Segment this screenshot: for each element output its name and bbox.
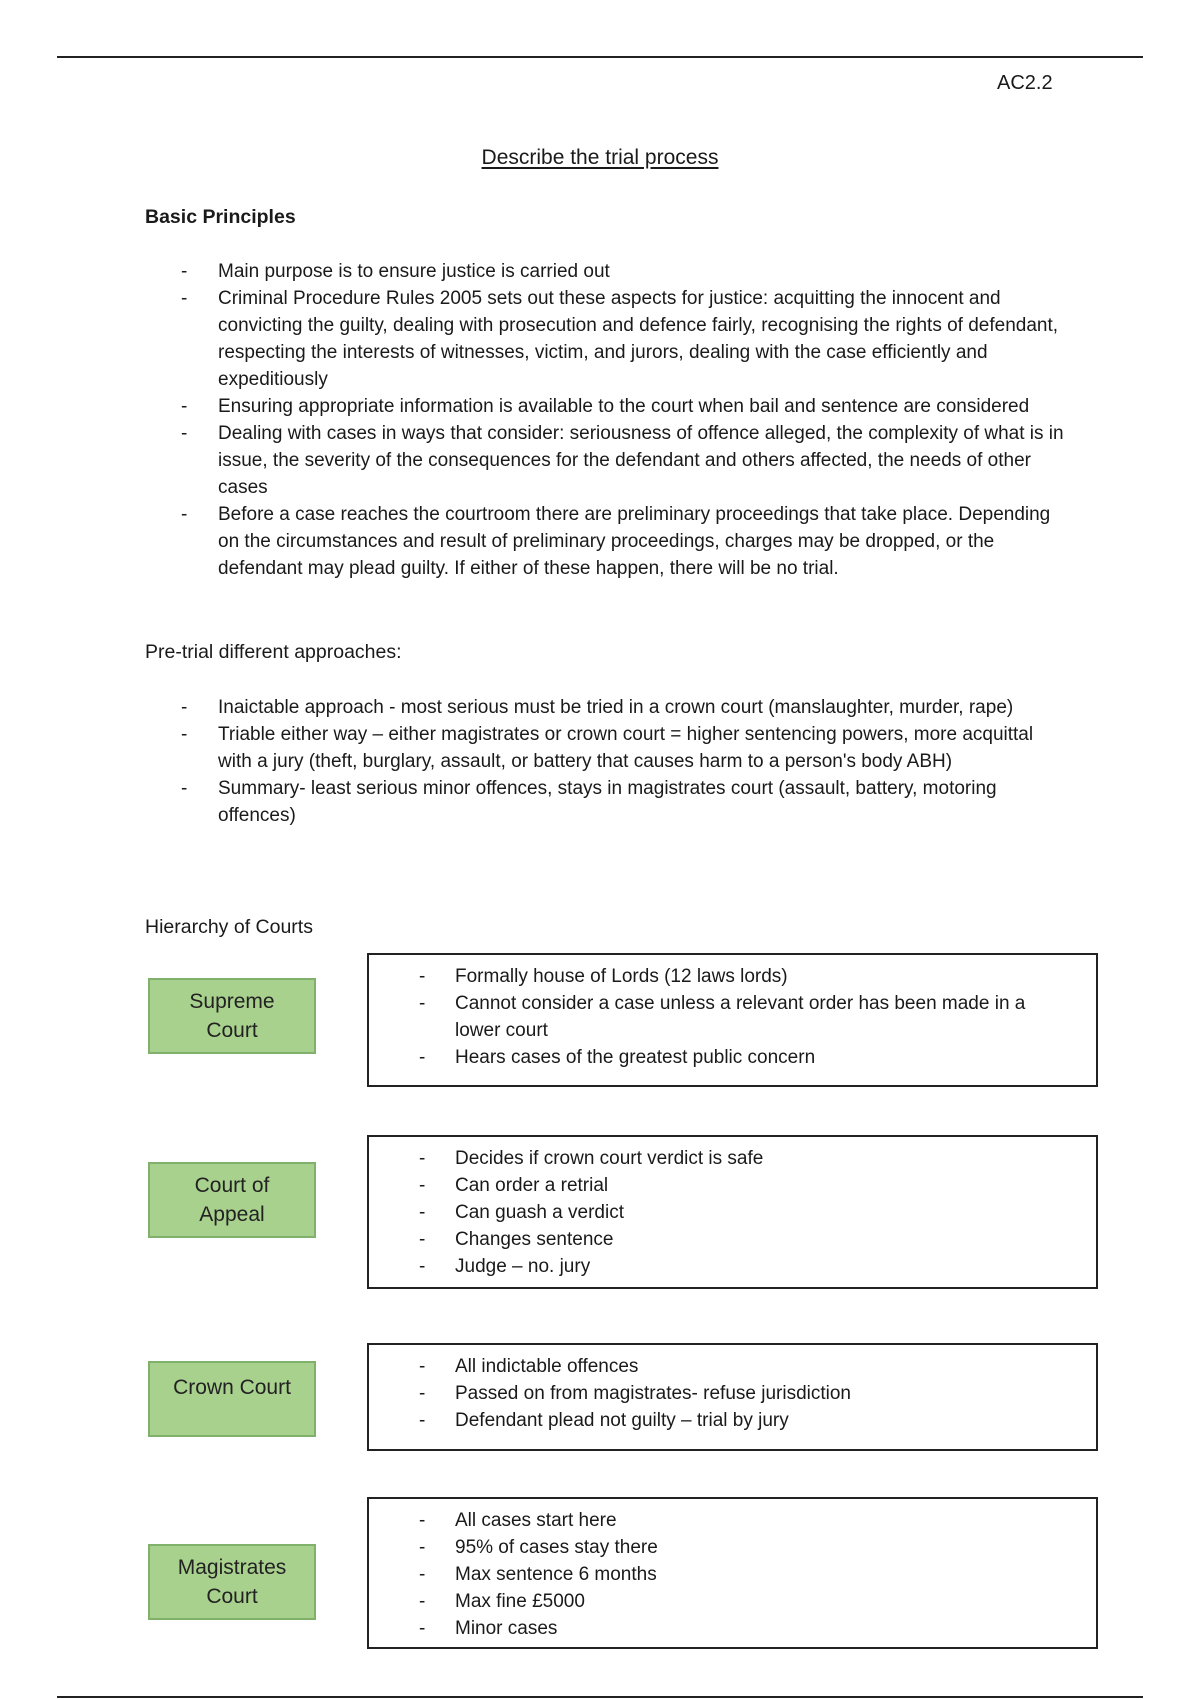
list-item: - 95% of cases stay there <box>369 1534 1096 1561</box>
list-item: - Judge – no. jury <box>369 1253 1096 1280</box>
list-item: - Triable either way – either magistrates or crown court = higher sentencing powers, more acquittal with a jury (theft, burglary, assault, or battery that causes harm to a person's body ABH) <box>145 721 1065 775</box>
hierarchy-heading: Hierarchy of Courts <box>145 916 313 938</box>
court-box-crown <box>148 1361 316 1437</box>
pretrial-heading: Pre-trial different approaches: <box>145 641 402 663</box>
court-details-supreme <box>367 953 1098 1087</box>
list-item: - Criminal Procedure Rules 2005 sets out these aspects for justice: acquitting the innocent and convicting the guilty, dealing with prosecution and defence fairly, recognising the rights of defendant, respecting the interests of witnesses, victim, and jurors, dealing with the case efficiently and expeditiously <box>145 285 1065 393</box>
list-item: - Max sentence 6 months <box>369 1561 1096 1588</box>
court-name: Magistrates Court <box>177 1556 287 1608</box>
court-box-appeal <box>148 1162 316 1238</box>
page-title <box>0 146 1200 170</box>
list-item: - Defendant plead not guilty – trial by jury <box>369 1407 1096 1434</box>
list-item: - All indictable offences <box>369 1353 1096 1380</box>
list-item: - All cases start here <box>369 1507 1096 1534</box>
court-name: Court of Appeal <box>194 1174 270 1226</box>
top-rule <box>57 56 1143 58</box>
court-details-magistrates <box>367 1497 1098 1649</box>
list-item: - Cannot consider a case unless a relevant order has been made in a lower court <box>369 990 1096 1044</box>
page-title-text: Describe the trial process <box>481 146 719 169</box>
court-box-supreme <box>148 978 316 1054</box>
bottom-rule <box>57 1696 1143 1698</box>
list-item: - Can order a retrial <box>369 1172 1096 1199</box>
court-name: Supreme Court <box>189 990 275 1042</box>
list-item: - Hears cases of the greatest public concern <box>369 1044 1096 1071</box>
list-item: - Max fine £5000 <box>369 1588 1096 1615</box>
list-item: - Formally house of Lords (12 laws lords) <box>369 963 1096 990</box>
list-item: - Summary- least serious minor offences, stays in magistrates court (assault, battery, motoring offences) <box>145 775 1065 829</box>
list-item: - Ensuring appropriate information is available to the court when bail and sentence are considered <box>145 393 1065 420</box>
basic-principles-heading: Basic Principles <box>145 206 296 228</box>
court-box-magistrates <box>148 1544 316 1620</box>
list-item: - Passed on from magistrates- refuse jurisdiction <box>369 1380 1096 1407</box>
court-name: Crown Court <box>173 1376 291 1399</box>
list-item: - Inaictable approach - most serious must be tried in a crown court (manslaughter, murder, rape) <box>145 694 1065 721</box>
basic-principles-list <box>145 258 1065 582</box>
pretrial-list <box>145 694 1065 829</box>
list-item: - Can guash a verdict <box>369 1199 1096 1226</box>
reference-code: AC2.2 <box>997 72 1053 94</box>
list-item: - Minor cases <box>369 1615 1096 1642</box>
list-item: - Before a case reaches the courtroom there are preliminary proceedings that take place. Depending on the circumstances and result of preliminary proceedings, charges may be dropped, or the defendant may plead guilty. If either of these happen, there will be no trial. <box>145 501 1065 582</box>
list-item: - Main purpose is to ensure justice is carried out <box>145 258 1065 285</box>
list-item: - Dealing with cases in ways that consider: seriousness of offence alleged, the complexity of what is in issue, the severity of the consequences for the defendant and others affected, the needs of other cases <box>145 420 1065 501</box>
court-details-appeal <box>367 1135 1098 1289</box>
court-details-crown <box>367 1343 1098 1451</box>
list-item: - Changes sentence <box>369 1226 1096 1253</box>
list-item: - Decides if crown court verdict is safe <box>369 1145 1096 1172</box>
